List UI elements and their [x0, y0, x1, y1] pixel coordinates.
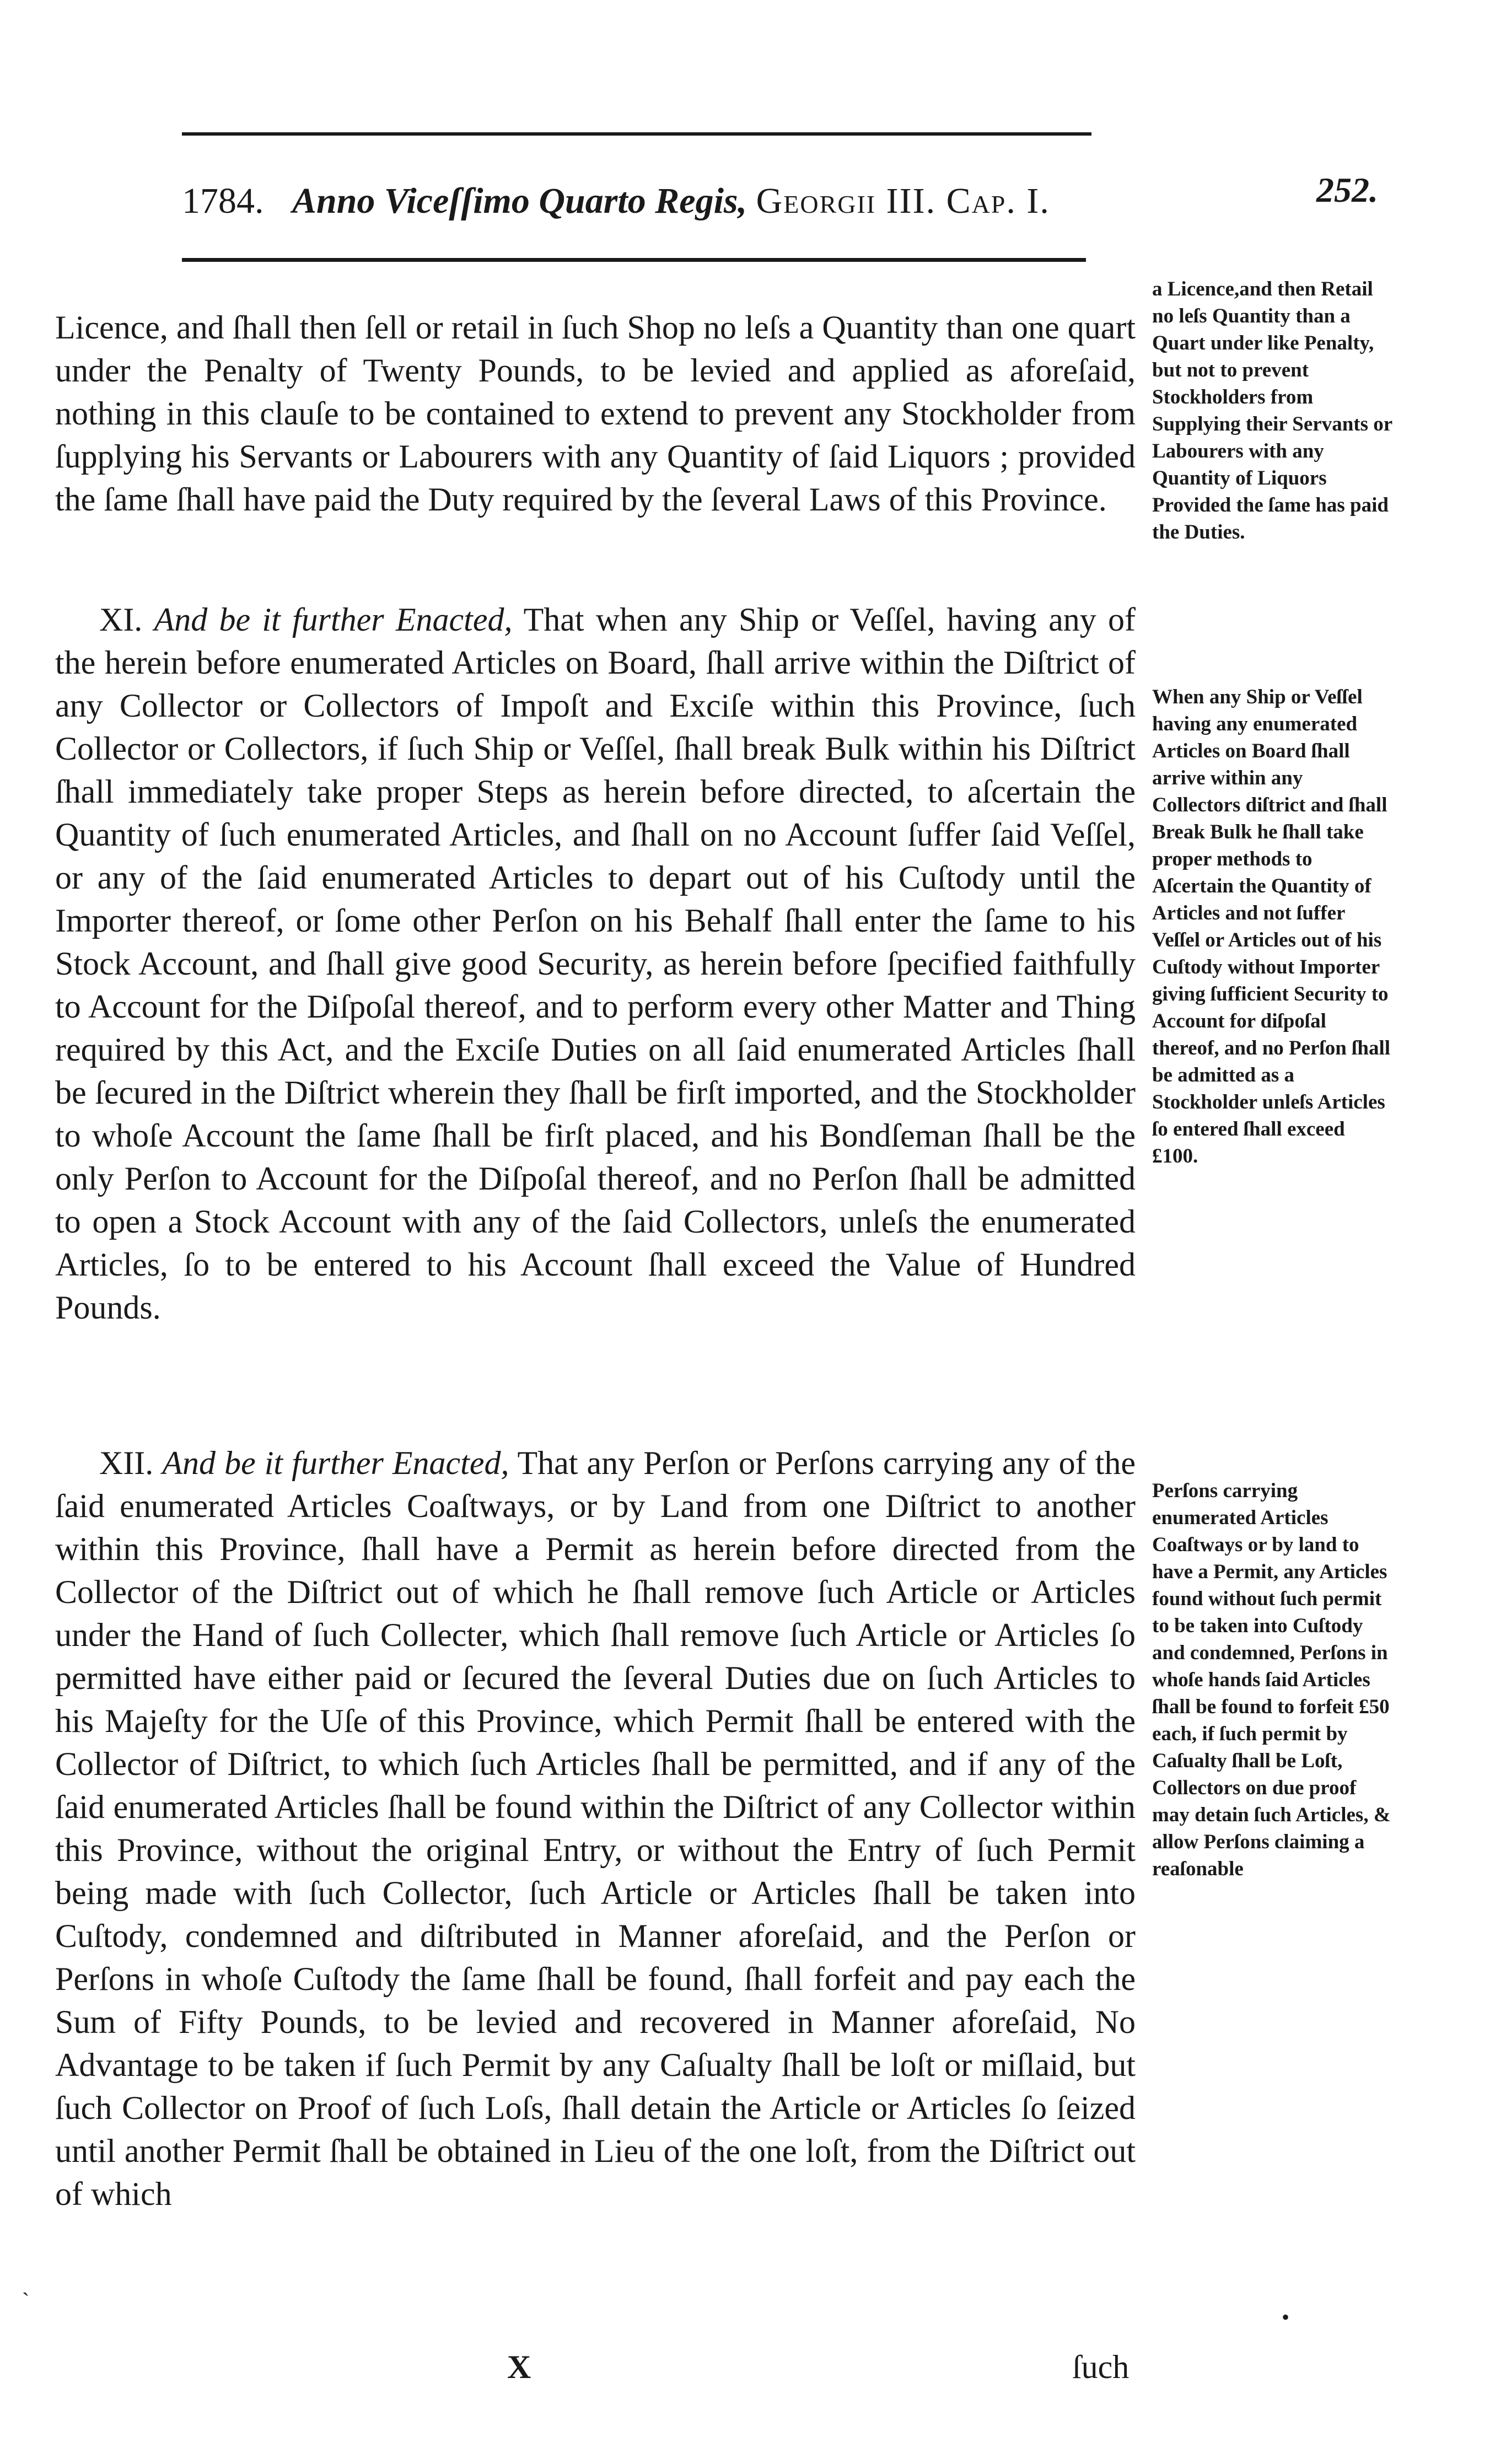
catchword: ſuch: [1072, 2349, 1130, 2385]
header-rule-top: [182, 132, 1091, 136]
header-title-chapter: Georgii III. Cap. I.: [756, 181, 1050, 221]
margin-note-licence: a Licence,and then Retail no leſs Quantity than a Quart under like Penalty, but not to prevent Stockholders from Supplying their Servants or Labourers with any Quantity of Liquors Provided the ſame has paid the Duties.: [1152, 278, 1392, 544]
header-title-regnal: Anno Viceſſimo Quarto Regis,: [292, 181, 747, 221]
section-xi-enacting-clause: And be it further Enacted,: [154, 601, 513, 638]
section-xii-number: XII.: [99, 1445, 154, 1481]
margin-tick-mark: `: [22, 2288, 30, 2313]
margin-note-permit: Perſons carrying enumerated Articles Coaſtways or by land to have a Permit, any Articles found without ſuch permit to be taken into Cuſtody and condemned, Perſons in whoſe hands ſaid Articles ſhall be found to forfeit £50 each, if ſuch permit by Caſualty ſhall be Loſt, Collectors on due proof may detain ſuch Articles, & allow Perſons claiming a reaſonable: [1152, 1480, 1391, 1880]
header-title: [292, 176, 1050, 226]
margin-note-ship-vessel: When any Ship or Veſſel having any enumerated Articles on Board ſhall arrive within any Collectors diſtrict and ſhall Break Bulk he ſhall take proper methods to Aſcertain the Quantity of Articles and not ſuffer Veſſel or Articles out of his Cuſtody without Importer giving ſufficient Security to Account for diſpoſal thereof, and no Perſon ſhall be admitted as a Stockholder unleſs Articles ſo entered ſhall exceed £100.: [1152, 686, 1391, 1168]
margin-dot-mark: •: [1282, 2305, 1290, 2329]
section-xi-number: XI.: [99, 601, 143, 638]
header-rule-bottom: [182, 258, 1086, 262]
header-year: 1784.: [182, 181, 264, 221]
signature-mark: X: [507, 2349, 531, 2385]
page-header: [182, 165, 1378, 237]
section-xi-text: That when any Ship or Veſſel, having any of the herein before enumerated Articles on Board, ſhall arrive within the Diſtrict of any Collector or Collectors of Impoſt and Exciſe within this Province, ſuch Collector or Collectors, if ſuch Ship or Veſſel, ſhall break Bulk within his Diſtrict ſhall immediately take proper Steps as herein before directed, to aſcertain the Quantity of ſuch enumerated Articles, and ſhall on no Account ſuffer ſaid Veſſel, or any of the ſaid enumerated Articles to depart out of his Cuſtody until the Importer thereof, or ſome other Perſon on his Behalf ſhall enter the ſame to his Stock Account, and ſhall give good Security, as herein before ſpecified faithfully to Account for the Diſpoſal thereof, and to perform every other Matter and Thing required by this Act, and the Exciſe Duties on all ſaid enumerated Articles ſhall be ſecured in the Diſtrict wherein they ſhall be firſt imported, and the Stockholder to whoſe Account the ſame ſhall be firſt placed, and his Bondſeman ſhall be the only Perſon to Account for the Diſpoſal thereof, and no Perſon ſhall be admitted to open a Stock Account with any of the ſaid Collectors, unleſs the enumerated Articles, ſo to be entered to his Account ſhall exceed the Value of Hundred Pounds.: [55, 601, 1136, 1326]
section-xii-enacting-clause: And be it further Enacted,: [162, 1445, 509, 1481]
page-number: 252.: [1316, 170, 1378, 209]
section-xi: [55, 598, 1136, 1329]
section-xii: [55, 1441, 1136, 2215]
section-xii-text: That any Perſon or Perſons carrying any of the ſaid enumerated Articles Coaſtways, or by Land from one Diſtrict to another within this Province, ſhall have a Permit as herein before directed from the Collector of the Diſtrict out of which he ſhall remove ſuch Article or Articles under the Hand of ſuch Collecter, which ſhall remove ſuch Article or Articles ſo permitted have either paid or ſecured the ſeveral Duties due on ſuch Articles to his Majeſty for the Uſe of this Province, which Permit ſhall be entered with the Collector of Diſtrict, to which ſuch Articles ſhall be permitted, and if any of the ſaid enumerated Articles ſhall be found within the Diſtrict of any Collector within this Province, without the original Entry, or without the Entry of ſuch Permit being made with ſuch Collector, ſuch Article or Articles ſhall be taken into Cuſtody, condemned and diſtributed in Manner aforeſaid, and the Perſon or Perſons in whoſe Cuſtody the ſame ſhall be found, ſhall forfeit and pay each the Sum of Fifty Pounds, to be levied and recovered in Manner aforeſaid, No Advantage to be taken if ſuch Permit by any Caſualty ſhall be loſt or miſlaid, but ſuch Collector on Proof of ſuch Loſs, ſhall detain the Article or Articles ſo ſeized until another Permit ſhall be obtained in Lieu of the one loſt, from the Diſtrict out of which: [55, 1445, 1136, 2212]
paragraph-continuation: Licence, and ſhall then ſell or retail in ſuch Shop no leſs a Quantity than one quart under the Penalty of Twenty Pounds, to be levied and applied as aforeſaid, nothing in this clauſe to be contained to extend to prevent any Stockholder from ſupplying his Servants or Labourers with any Quantity of ſaid Liquors ; provided the ſame ſhall have paid the Duty required by the ſeveral Laws of this Province.: [55, 309, 1136, 518]
